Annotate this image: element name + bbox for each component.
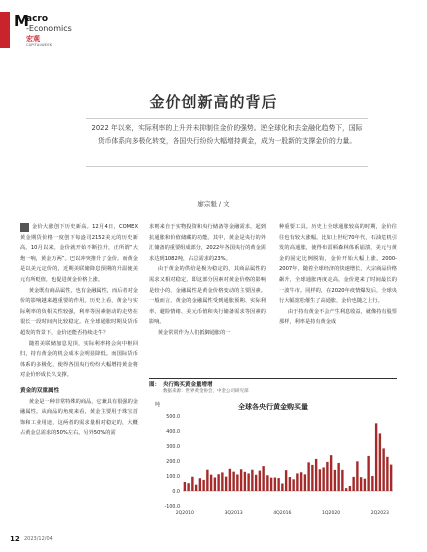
bar	[315, 459, 317, 491]
x-tick-label: 3Q2013	[224, 511, 243, 516]
x-axis	[176, 510, 389, 516]
bar	[304, 474, 306, 491]
figure-top-rule	[149, 378, 397, 379]
bar	[236, 475, 238, 492]
bar	[210, 475, 212, 491]
bar	[266, 475, 268, 491]
bar	[379, 433, 381, 491]
bar	[334, 470, 336, 491]
figure-gold-purchases	[149, 378, 397, 520]
body-paragraph: 随着美联储加息见顶，实际利率将会向中枢回归，持有黄金的机会成本会明显降低。而国际货币体系的多极化，使得各国央行纷纷大幅增持黄金将对金价形成长久支撑。	[20, 340, 138, 379]
y-tick-label: 500.0	[166, 414, 180, 420]
bar	[382, 448, 384, 491]
y-tick-label: 400.0	[166, 429, 180, 435]
article-title: 金价创新高的背后	[149, 93, 278, 111]
bar	[202, 480, 204, 491]
bar	[292, 479, 294, 491]
bar	[330, 455, 332, 491]
body-paragraph: 黄金是一种非常特殊的商品，它兼具有很强的金融属性。从商品的角度来看，黄金主要用于珠宝首饰和工业用途，这两者的需求量相对稳定的，大概占黄金总需求的50%左右。另外50%的需	[20, 398, 138, 437]
section-brand-chinese: 宏观	[26, 35, 40, 43]
section-tab-marker-lower	[0, 44, 10, 48]
bar	[217, 474, 219, 491]
bar	[386, 457, 388, 491]
bar	[229, 469, 231, 491]
bar	[195, 485, 197, 491]
bar	[345, 488, 347, 491]
bar	[259, 471, 261, 491]
bar	[296, 473, 298, 491]
x-tick-label: 4Q2016	[273, 511, 292, 516]
bar	[247, 473, 249, 491]
article-author: 廖宗魁 / 文	[197, 200, 230, 208]
bar	[187, 483, 189, 491]
y-tick-label: 100.0	[166, 474, 180, 480]
bar	[326, 462, 328, 491]
issue-date: 2023/12/04	[24, 536, 53, 542]
bar	[262, 466, 264, 491]
bar	[191, 477, 193, 491]
bar	[221, 472, 223, 491]
bar	[337, 463, 339, 491]
paragraph-text: 金价大涨创下历史新高。12月4日，COMEX黄金期货价格一度创下每盎司2152美元的历史新高。10月以来，金价就开始不断拉升，正所谓“大炮一响，黄金万两”。巴以冲突推升了金价。而黄金是以美元定价的，近期美联储降息预期的升温使美元有所贬值，也促进黄金价格上涨。	[20, 224, 138, 283]
y-tick-label: 0.0	[172, 489, 180, 495]
bar	[289, 477, 291, 491]
body-column-1	[20, 222, 138, 439]
bar	[364, 479, 366, 491]
bar	[244, 472, 246, 491]
bar	[199, 478, 201, 491]
bar	[360, 477, 362, 491]
bar	[251, 470, 253, 491]
bar	[214, 478, 216, 492]
lede-bottom-rule	[86, 166, 368, 167]
y-unit-label: 吨	[155, 402, 161, 408]
section-brand-initial: M	[14, 12, 29, 30]
figure-source: 数据来源：世界黄金协会，中金公司研究部	[163, 389, 249, 394]
bar	[184, 482, 186, 491]
bar	[225, 477, 227, 491]
section-heading: 黄金的双重属性	[20, 387, 60, 394]
figure-label: 图：	[149, 382, 161, 388]
body-column-2	[149, 222, 266, 339]
body-paragraph: 黄金既有商品属性，也有金融属性，而后者对金价的影响越来越重要的作用。历史上看，黄金与实际利率的负相关性较强，利率等因素驱动的走势在很长一段时间内比较稳定。在全球通胀时期及货币超发的背景下，金价还能否持续走牛？	[20, 287, 138, 336]
bar	[206, 470, 208, 491]
body-paragraph: 由于黄金的供给是极为稳定的，其商品属性的需求又相对稳定，即这部分因素对黄金价格的影响是较小的，金融属性是黄金价格变动的主要因素。一般而言，黄金的金融属性受到通胀预期、实际利率、避险情绪、美元币值和央行储备需求等因素的影响。	[149, 266, 266, 326]
section-tab-marker	[0, 12, 10, 44]
bar	[277, 478, 279, 491]
section-brand-economics: -Economics	[26, 24, 72, 33]
y-axis	[165, 414, 393, 510]
dropcap-marker	[20, 223, 29, 232]
bar	[371, 476, 373, 491]
bar	[322, 467, 324, 491]
chart-title: 全球各央行黄金购买量	[238, 403, 308, 411]
body-paragraph: 由于持有黄金不会产生利息收益，就像持有股票那样，利率是持有黄金成	[279, 308, 397, 326]
x-tick-label: 2Q2010	[175, 511, 194, 516]
bar-series	[184, 423, 393, 491]
bar	[390, 465, 392, 491]
y-tick-label: 300.0	[166, 444, 180, 450]
article-lede: 2022 年以来，实际利率的上升并未抑制住金价的强势。逆全球化和去金融化趋势下，国际货币体系向多极化转变，各国央行纷纷大幅增持黄金，成为一股新的支撑金价的力量。	[91, 124, 363, 145]
bar	[367, 456, 369, 491]
bar	[311, 465, 313, 491]
body-column-3	[279, 222, 397, 328]
bar	[232, 472, 234, 491]
bar-chart	[149, 396, 397, 520]
bar	[255, 475, 257, 491]
bar	[285, 470, 287, 491]
y-tick-label: 200.0	[166, 459, 180, 465]
lede-top-rule	[86, 118, 368, 119]
bar	[274, 478, 276, 492]
bar	[341, 470, 343, 491]
body-paragraph: 求则来自于实物投资和央行储备等金融需求，起到抗通胀和价值储藏的功能。其中，黄金是央行的外汇储备的重要组成部分，2022年各国央行的黄金需求达到1082吨，占总需求的23%。	[149, 224, 266, 262]
body-paragraph: 黄金常常作为人们抵御通胀的一	[157, 329, 231, 336]
page-number: 12	[10, 535, 20, 543]
body-paragraph	[20, 222, 138, 286]
bar	[281, 484, 283, 492]
bar	[319, 469, 321, 491]
x-tick-label: 1Q2020	[322, 511, 341, 516]
section-brand-name: acro	[26, 14, 49, 24]
bar	[300, 472, 302, 491]
bar	[240, 469, 242, 491]
section-brand-publication: CAPITALWEEK	[26, 43, 53, 47]
bar	[375, 423, 377, 491]
body-paragraph: 种重要工具。历史上全球通胀较高的时期，金价往往也有较大涨幅。比如上世纪70年代，石油危机引发的高通胀，使得布雷顿森林体系崩溃，美元与黄金的固定比例脱钩，金价开始大幅上涨。2000-2007年，随着全球经济的快速增长，大宗商品价格飙升，全球通胀再度走高，金价迎来了时间最长的一波牛市。同样的，在2020年疫情爆发后，全球央行大幅宽松催生了高通胀，金价也随之上行。	[279, 224, 397, 305]
bar	[270, 478, 272, 491]
bar	[352, 477, 354, 491]
bar	[349, 486, 351, 491]
article-lede-box	[86, 118, 368, 167]
y-tick-label: -100.0	[164, 504, 180, 510]
figure-title: 央行购买黄金量增增	[163, 382, 213, 388]
bar	[307, 462, 309, 491]
bar	[356, 461, 358, 491]
x-tick-label: 2Q2023	[370, 511, 389, 516]
